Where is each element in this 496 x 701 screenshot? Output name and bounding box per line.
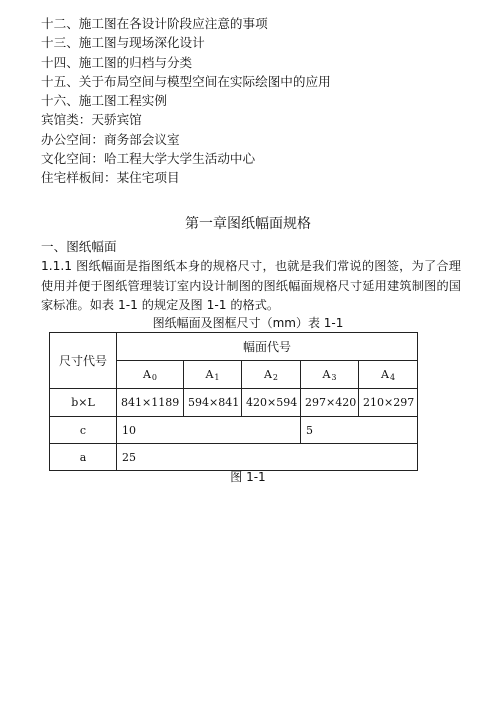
section-heading: 一、图纸幅面 bbox=[41, 239, 117, 254]
table-cell: 420×594 bbox=[242, 389, 301, 417]
format-a4: $A_4$ bbox=[359, 361, 418, 389]
body-paragraph: 1.1.1 图纸幅面是指图纸本身的规格尺寸，也就是我们常说的图签，为了合理使用并便于图纸管理装订室内设计制图的图纸幅面规格尺寸延用建筑制图的国家标准。如表 1-1 的规定及图 1-1 的格式。 bbox=[41, 259, 461, 313]
toc-item: 十五、关于布局空间与模型空间在实际绘图中的应用 bbox=[41, 73, 331, 89]
toc-item: 宾馆类：天骄宾馆 bbox=[41, 112, 142, 128]
table-row bbox=[50, 417, 418, 444]
toc-item: 十二、施工图在各设计阶段应注意的事项 bbox=[41, 16, 268, 31]
table-row bbox=[50, 444, 418, 471]
table-cell: 841×1189 bbox=[117, 389, 184, 417]
toc-item: 十四、施工图的归档与分类 bbox=[41, 54, 193, 70]
format-a1: $A_1$ bbox=[184, 361, 242, 389]
table-cell: 25 bbox=[117, 444, 418, 471]
format-a2: $A_2$ bbox=[242, 361, 301, 389]
table-cell: 594×841 bbox=[184, 389, 242, 417]
format-a3: $A_3$ bbox=[301, 361, 359, 389]
row-label-bxl: b×L bbox=[50, 389, 117, 417]
format-a0: $A_0$ bbox=[117, 361, 184, 389]
row-label-a: a bbox=[50, 444, 117, 471]
format-code-header: 幅面代号 bbox=[117, 333, 418, 361]
toc-item: 文化空间：哈工程大学大学生活动中心 bbox=[41, 151, 256, 167]
toc-list bbox=[41, 14, 331, 188]
table-header-row bbox=[50, 333, 418, 361]
toc-item: 十三、施工图与现场深化设计 bbox=[41, 35, 205, 51]
paper-size-table bbox=[49, 332, 418, 471]
toc-item: 办公空间：商务部会议室 bbox=[41, 131, 180, 147]
table-caption: 图纸幅面及图框尺寸（mm）表 1-1 bbox=[152, 316, 344, 330]
table-cell: 5 bbox=[301, 417, 418, 444]
table-cell: 297×420 bbox=[301, 389, 359, 417]
chapter-title: 第一章图纸幅面规格 bbox=[185, 216, 311, 232]
toc-item: 住宅样板间：某住宅项目 bbox=[41, 170, 180, 186]
row-label-c: c bbox=[50, 417, 117, 444]
toc-item: 十六、施工图工程实例 bbox=[41, 93, 167, 109]
size-code-header: 尺寸代号 bbox=[50, 333, 117, 389]
figure-caption: 图 1-1 bbox=[230, 470, 266, 484]
table-cell: 10 bbox=[117, 417, 301, 444]
table-row bbox=[50, 389, 418, 417]
table-cell: 210×297 bbox=[359, 389, 418, 417]
